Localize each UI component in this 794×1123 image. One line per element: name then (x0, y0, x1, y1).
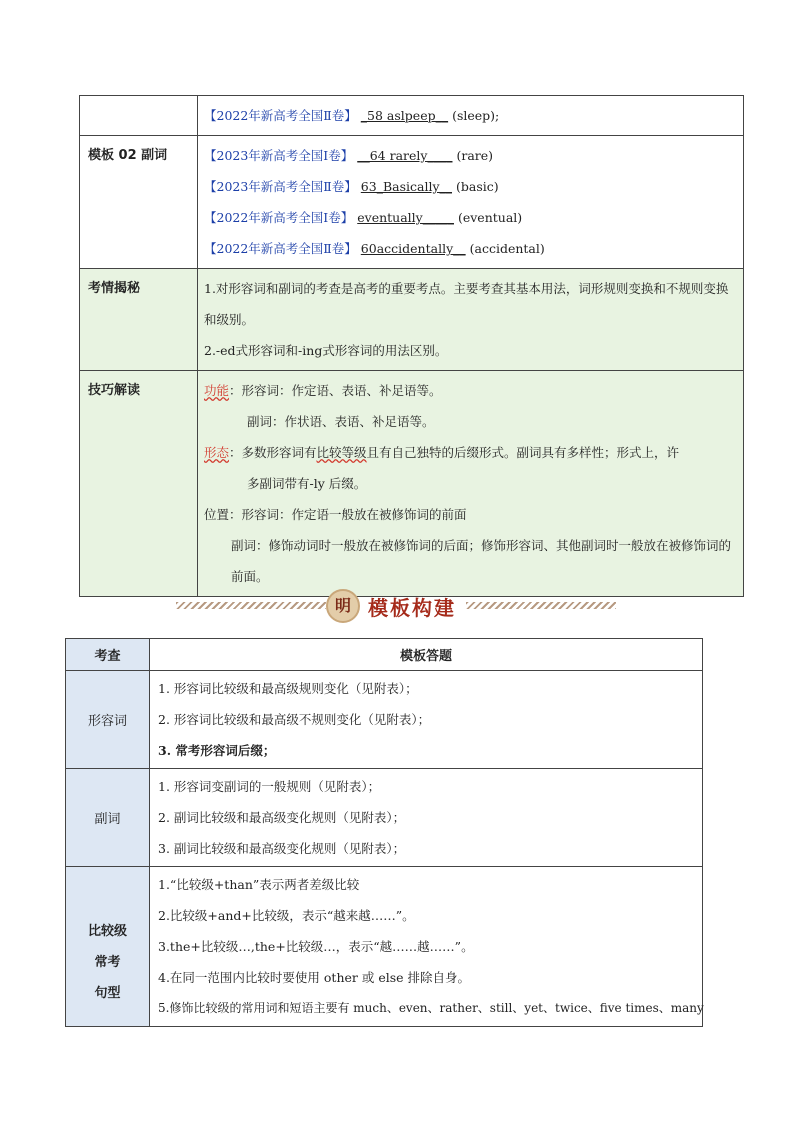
template-item: 3.the+比较级…,the+比较级…，表示“越……越……”。 (158, 939, 474, 954)
template-item: 3. 常考形容词后缀； (158, 743, 276, 758)
form-text-a: ：多数形容词有 (229, 445, 317, 460)
exam-item (204, 171, 737, 202)
label-comparative (66, 867, 150, 1027)
exam-summary-table (79, 95, 744, 597)
template-item: 3. 副词比较级和最高级变化规则（见附表）； (158, 841, 406, 856)
exam-item (204, 140, 737, 171)
exam-item (204, 233, 737, 264)
exam-source: 【2022年新高考全国Ⅱ卷】 (204, 108, 357, 123)
skill-line-1 (204, 375, 737, 406)
analysis-p1: 1.对形容词和副词的考查是高考的重要考点。主要考查其基本用法，词形规则变换和不规则变换和级别。 (204, 281, 729, 327)
exam-source: 【2022年新高考全国Ⅱ卷】 (204, 241, 357, 256)
exam-hint: (sleep); (452, 108, 500, 123)
header-cell-check: 考查 (66, 639, 150, 671)
skill-line-2: 副词：作状语、表语、补足语等。 (247, 414, 435, 429)
analysis-p2: 2.-ed式形容词和-ing式形容词的用法区别。 (204, 343, 448, 358)
template-item: 2.比较级+and+比较级，表示“越来越……”。 (158, 908, 415, 923)
exam-source: 【2023年新高考全国Ⅱ卷】 (204, 179, 357, 194)
skill-line-5: 位置：形容词：作定语一般放在被修饰词的前面 (204, 507, 467, 522)
template-item: 2. 副词比较级和最高级变化规则（见附表）； (158, 810, 406, 825)
function-text: ：形容词：作定语、表语、补足语等。 (229, 383, 442, 398)
template-cell-adverb (150, 769, 703, 867)
form-text-c: 且有自己独特的后缀形式。副词具有多样性；形式上，许 (366, 445, 680, 460)
template-item: 1. 形容词变副词的一般规则（见附表）； (158, 779, 381, 794)
row1-body (198, 136, 744, 269)
exam-answer: __64 rarely____ (357, 148, 453, 163)
template-item: 1.“比较级+than”表示两者差级比较 (158, 877, 360, 892)
skill-line-4: 多副词带有-ly 后缀。 (247, 476, 367, 491)
exam-hint: (eventual) (457, 210, 523, 225)
row3-head: 技巧解读 (80, 371, 198, 597)
label-line: 比较级 (87, 923, 127, 939)
exam-item (204, 100, 737, 131)
template-item: 1. 形容词比较级和最高级规则变化（见附表）； (158, 681, 418, 696)
banner-title: 模板构建 (368, 596, 456, 620)
form-label: 形态 (204, 445, 230, 460)
skill-line-3 (204, 437, 737, 468)
exam-hint: (rare) (456, 148, 494, 163)
row1-head: 模板 02 副词 (80, 136, 198, 269)
exam-answer: _58 aslpeep__ (360, 108, 449, 123)
function-label: 功能 (204, 383, 230, 398)
form-text-b: 比较等级 (316, 445, 367, 460)
skill-line-6: 副词：修饰动词时一般放在被修饰词的后面；修饰形容词、其他副词时一般放在被修饰词的前面。 (231, 538, 732, 584)
template-table (65, 638, 703, 1027)
exam-hint: (accidental) (469, 241, 545, 256)
section-banner (176, 588, 616, 626)
row2-head: 考情揭秘 (80, 269, 198, 371)
template-cell-adjective (150, 671, 703, 769)
header-cell-template: 模板答题 (150, 639, 703, 671)
row0-head (80, 96, 198, 136)
label-line: 句型 (94, 985, 121, 1001)
template-item: 4.在同一范围内比较时要使用 other 或 else 排除自身。 (158, 970, 471, 985)
exam-item (204, 202, 737, 233)
label-adverb: 副词 (66, 769, 150, 867)
seal-icon: 明 (326, 589, 360, 623)
exam-source: 【2023年新高考全国Ⅰ卷】 (204, 148, 354, 163)
label-line: 常考 (94, 954, 121, 970)
exam-answer: 60accidentally__ (360, 241, 466, 256)
row3-body (198, 371, 744, 597)
exam-source: 【2022年新高考全国Ⅰ卷】 (204, 210, 354, 225)
row0-body (198, 96, 744, 136)
row2-body (198, 269, 744, 371)
exam-answer: 63_Basically__ (360, 179, 453, 194)
template-item: 2. 形容词比较级和最高级不规则变化（见附表）； (158, 712, 431, 727)
banner-rule-left (176, 602, 326, 609)
exam-hint: (basic) (456, 179, 499, 194)
template-item: 5.修饰比较级的常用词和短语主要有 much、even、rather、still、yet、twice、five times、many (158, 1001, 704, 1015)
exam-answer: eventually_____ (357, 210, 454, 225)
label-adjective: 形容词 (66, 671, 150, 769)
template-cell-comparative (150, 867, 703, 1027)
banner-rule-right (466, 602, 616, 609)
